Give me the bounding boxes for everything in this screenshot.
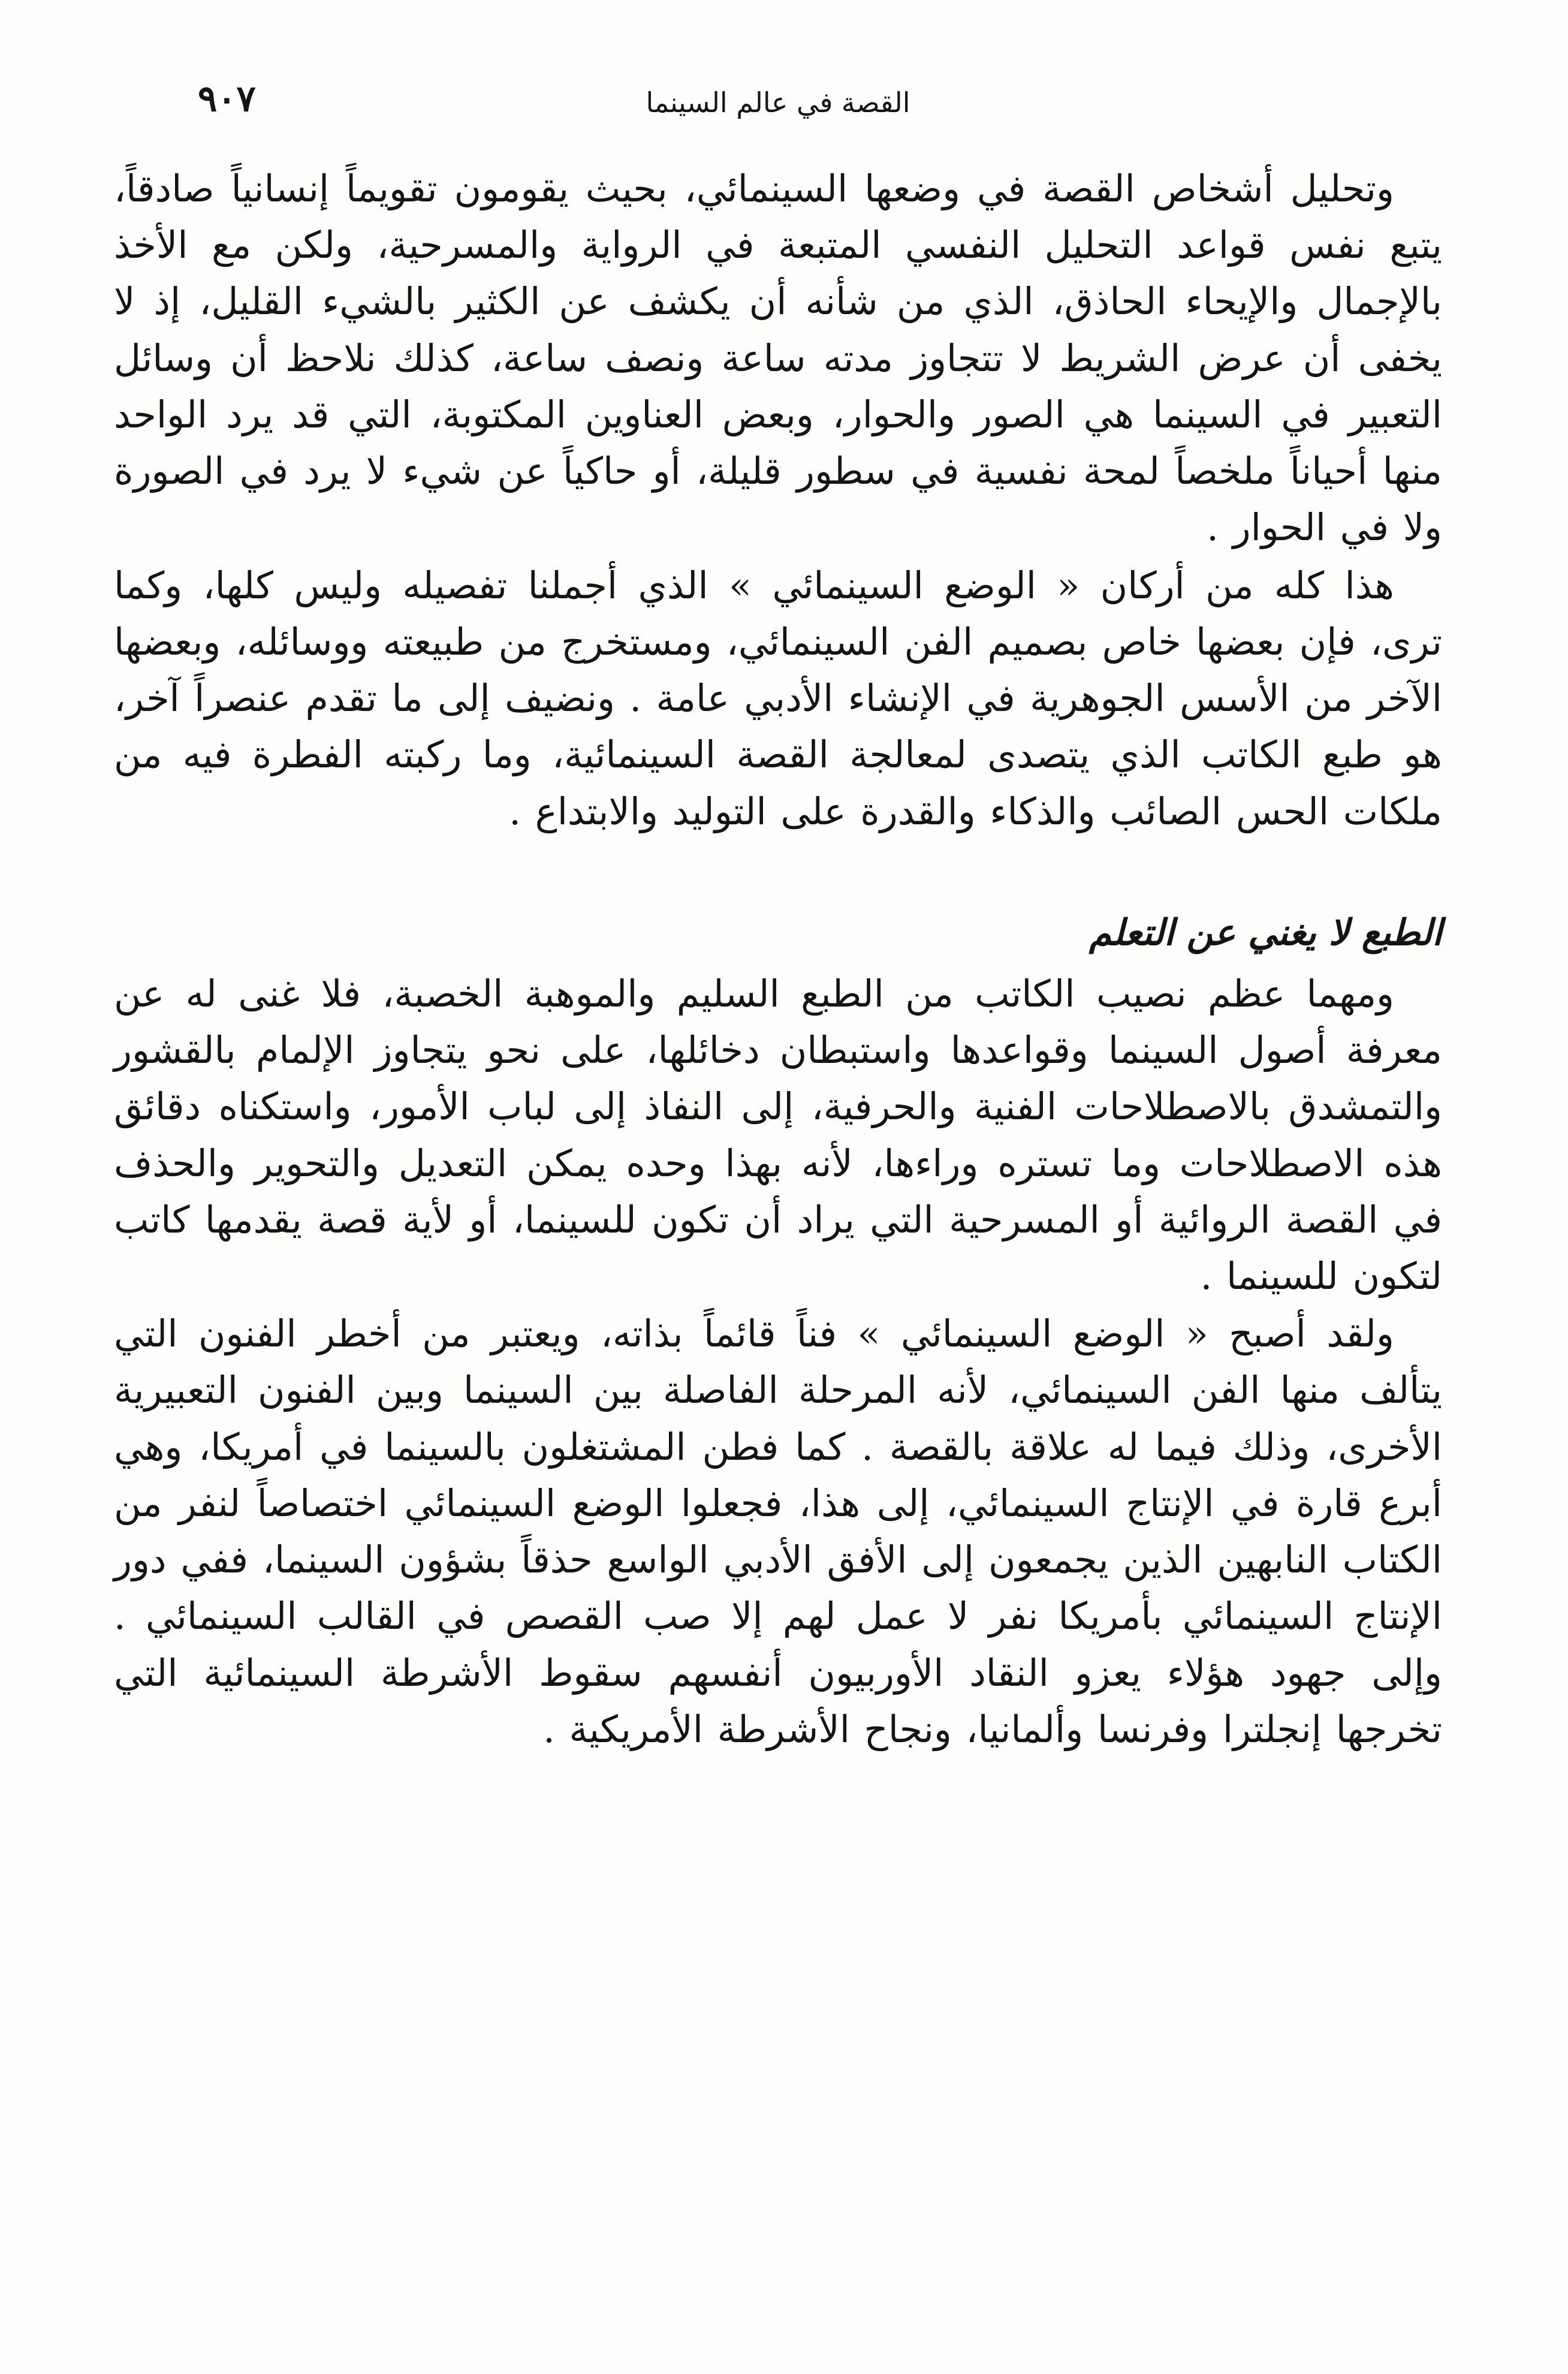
running-title: القصة في عالم السينما	[646, 86, 910, 119]
paragraph: ولقد أصبح « الوضع السينمائي » فناً قائماً بذاته، ويعتبر من أخطر الفنون التي يتألف منها الفن السينمائي، لأنه المرحلة الفاصلة بين السينما وبين الفنون التعبيرية الأخرى، وذلك فيما له علاقة بالقصة . كما فطن المشتغلون بالسينما في أمريكا، وهي أبرع قارة في الإنتاج السينمائي، إلى هذا، فجعلوا الوضع السينمائي اختصاصاً لنفر من الكتاب النابهين الذين يجمعون إلى الأفق الأدبي الواسع حذقاً بشؤون السينما، ففي دور الإنتاج السينمائي بأمريكا نفر لا عمل لهم إلا صب القصص في القالب السينمائي . وإلى جهود هؤلاء يعزو النقاد الأوربيون أنفسهم سقوط الأشرطة السينمائية التي تخرجها إنجلترا وفرنسا وألمانيا، ونجاح الأشرطة الأمريكية .	[114, 1312, 1442, 1751]
paragraph: هذا كله من أركان « الوضع السينمائي » الذي أجملنا تفصيله وليس كلها، وكما ترى، فإن بعضها خاص بصميم الفن السينمائي، ومستخرج من طبيعته ووسائله، وبعضها الآخر من الأسس الجوهرية في الإنشاء الأدبي عامة . ونضيف إلى ما تقدم عنصراً آخر، هو طبع الكاتب الذي يتصدى لمعالجة القصة السينمائية، وما ركبته الفطرة فيه من ملكات الحس الصائب والذكاء والقدرة على التوليد والابتداع .	[114, 563, 1442, 833]
paragraph: وتحليل أشخاص القصة في وضعها السينمائي، بحيث يقومون تقويماً إنسانياً صادقاً، يتبع نفس قواعد التحليل النفسي المتبعة في الرواية والمسرحية، ولكن مع الأخذ بالإجمال والإيحاء الحاذق، الذي من شأنه أن يكشف عن الكثير بالشيء القليل، إذ لا يخفى أن عرض الشريط لا تتجاوز مدته ساعة ونصف ساعة، كذلك نلاحظ أن وسائل التعبير في السينما هي الصور والحوار، وبعض العناوين المكتوبة، التي قد يرد الواحد منها أحياناً ملخصاً لمحة نفسية في سطور قليلة، أو حاكياً عن شيء لا يرد في الصورة ولا في الحوار .	[114, 167, 1442, 550]
section-heading: الطبع لا يغني عن التعلم	[1088, 911, 1442, 954]
page-number: ٩٠٧	[198, 78, 256, 120]
paragraph: ومهما عظم نصيب الكاتب من الطبع السليم والموهبة الخصبة، فلا غنى له عن معرفة أصول السينما وقواعدها واستبطان دخائلها، على نحو يتجاوز الإلمام بالقشور والتمشدق بالاصطلاحات الفنية والحرفية، إلى النفاذ إلى لباب الأمور، واستكناه دقائق هذه الاصطلاحات وما تستره وراءها، لأنه بهذا وحده يمكن التعديل والتحوير والحذف في القصة الروائية أو المسرحية التي يراد أن تكون للسينما، أو لأية قصة يقدمها كاتب لتكون للسينما .	[114, 971, 1442, 1298]
running-head	[114, 78, 1442, 144]
